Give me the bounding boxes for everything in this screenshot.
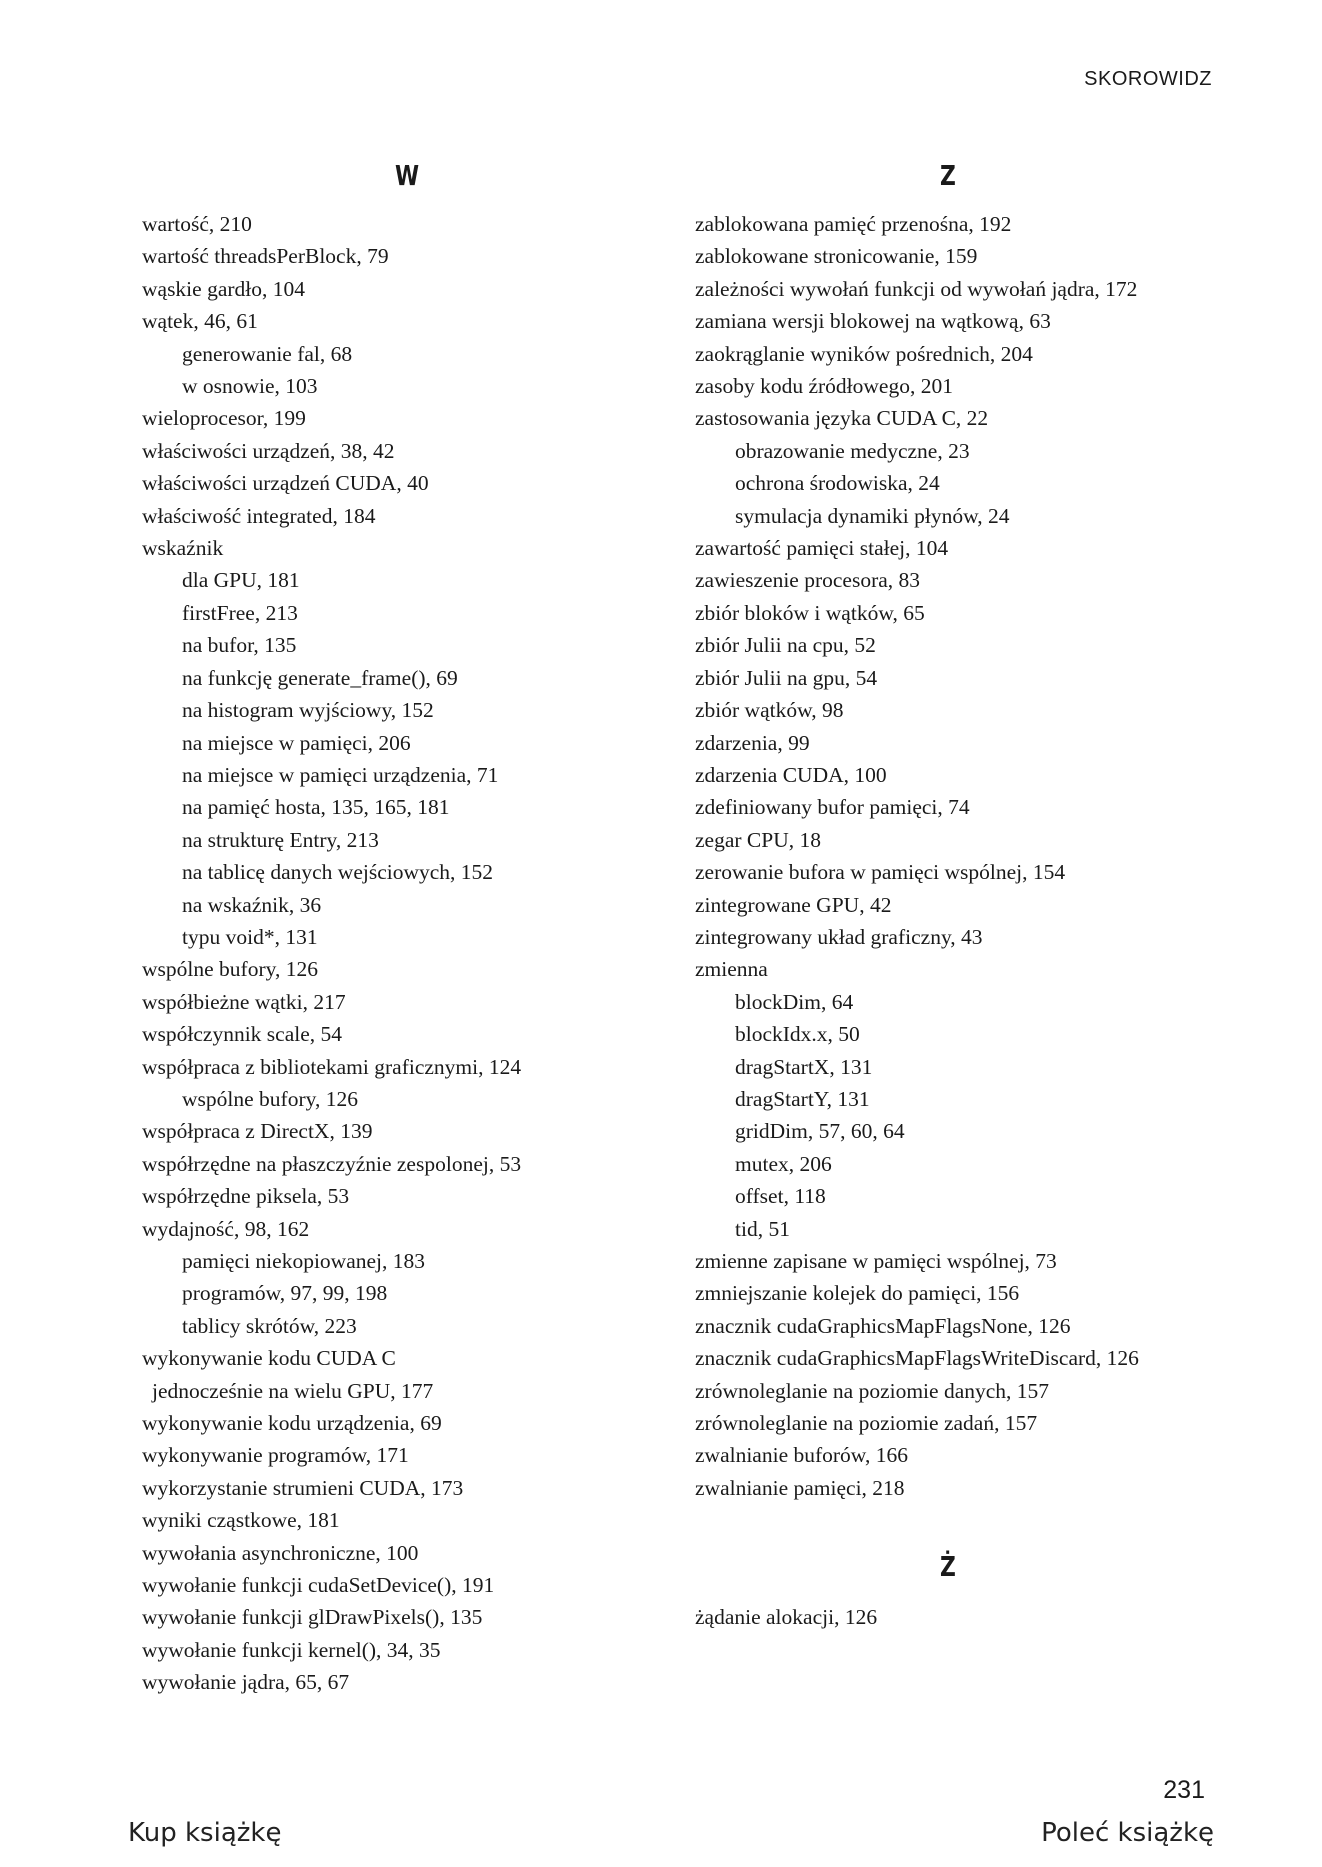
index-subentry: wspólne bufory, 126 — [182, 1086, 358, 1111]
index-list-z — [695, 208, 1235, 1504]
index-subentry: blockIdx.x, 50 — [735, 1022, 860, 1047]
index-entry: zaokrąglanie wyników pośrednich, 204 — [695, 341, 1033, 366]
index-entry: znacznik cudaGraphicsMapFlagsWriteDiscard, 126 — [695, 1346, 1139, 1371]
index-subentry: ochrona środowiska, 24 — [735, 471, 940, 496]
index-entry: zintegrowane GPU, 42 — [695, 892, 892, 917]
index-subentry: gridDim, 57, 60, 64 — [735, 1119, 905, 1144]
index-subentry: dragStartX, 131 — [735, 1054, 873, 1079]
index-subentry: blockDim, 64 — [735, 989, 854, 1014]
index-entry: zbiór wątków, 98 — [695, 698, 844, 723]
index-entry: zablokowana pamięć przenośna, 192 — [695, 212, 1012, 236]
index-entry: wątek, 46, 61 — [142, 309, 258, 334]
index-entry: współpraca z DirectX, 139 — [142, 1119, 373, 1144]
index-entry: zintegrowany układ graficzny, 43 — [695, 924, 983, 949]
index-subentry: symulacja dynamiki płynów, 24 — [735, 503, 1010, 528]
section-letter-w: W — [395, 159, 420, 192]
index-entry: zasoby kodu źródłowego, 201 — [695, 374, 953, 399]
index-subentry: na pamięć hosta, 135, 165, 181 — [182, 795, 450, 820]
index-subentry: na miejsce w pamięci, 206 — [182, 730, 411, 755]
index-entry: wskaźnik — [142, 536, 224, 561]
index-subentry: typu void*, 131 — [182, 924, 318, 949]
index-subentry: na wskaźnik, 36 — [182, 892, 322, 917]
index-entry: wydajność, 98, 162 — [142, 1216, 310, 1241]
index-entry: wykonywanie kodu urządzenia, 69 — [142, 1411, 442, 1436]
running-head: SKOROWIDZ — [1084, 68, 1212, 90]
index-entry: zmienne zapisane w pamięci wspólnej, 73 — [695, 1249, 1057, 1273]
index-entry: zbiór Julii na gpu, 54 — [695, 665, 878, 690]
index-entry: współbieżne wątki, 217 — [142, 989, 346, 1014]
index-subentry: firstFree, 213 — [182, 600, 298, 625]
index-entry: zamiana wersji blokowej na wątkową, 63 — [695, 309, 1051, 334]
page-number: 231 — [1163, 1776, 1205, 1804]
index-list-w — [142, 208, 682, 1699]
index-entry: wartość threadsPerBlock, 79 — [142, 244, 389, 269]
index-entry: wykorzystanie strumieni CUDA, 173 — [142, 1475, 464, 1500]
index-entry: zmniejszanie kolejek do pamięci, 156 — [695, 1281, 1020, 1306]
index-entry: żądanie alokacji, 126 — [695, 1605, 878, 1630]
index-entry: jednocześnie na wielu GPU, 177 — [152, 1378, 434, 1403]
index-entry: zrównoleglanie na poziomie zadań, 157 — [695, 1411, 1038, 1436]
index-entry: wywołanie funkcji glDrawPixels(), 135 — [142, 1605, 483, 1630]
index-subentry: offset, 118 — [735, 1184, 826, 1209]
index-subentry: dla GPU, 181 — [182, 568, 300, 593]
index-subentry: tablicy skrótów, 223 — [182, 1313, 357, 1338]
index-entry: zegar CPU, 18 — [695, 827, 821, 852]
index-entry: zbiór bloków i wątków, 65 — [695, 600, 925, 625]
index-subentry: tid, 51 — [735, 1216, 790, 1241]
index-entry: wywołanie funkcji cudaSetDevice(), 191 — [142, 1573, 495, 1598]
index-entry: zastosowania języka CUDA C, 22 — [695, 406, 989, 431]
index-entry: wykonywanie kodu CUDA C — [142, 1346, 396, 1371]
index-entry: zbiór Julii na cpu, 52 — [695, 633, 876, 658]
index-subentry: na funkcję generate_frame(), 69 — [182, 665, 458, 690]
index-list-z-dot — [695, 1601, 1235, 1633]
index-entry: wywołanie funkcji kernel(), 34, 35 — [142, 1637, 441, 1662]
index-entry: zwalnianie buforów, 166 — [695, 1443, 908, 1468]
index-subentry: na bufor, 135 — [182, 633, 297, 658]
index-entry: zależności wywołań funkcji od wywołań jądra, 172 — [695, 276, 1138, 301]
index-entry: zawartość pamięci stałej, 104 — [695, 536, 949, 561]
index-entry: zerowanie bufora w pamięci wspólnej, 154 — [695, 860, 1066, 885]
index-subentry: mutex, 206 — [735, 1151, 832, 1176]
index-entry: zablokowane stronicowanie, 159 — [695, 244, 978, 269]
index-entry: wykonywanie programów, 171 — [142, 1443, 409, 1468]
index-entry: współczynnik scale, 54 — [142, 1022, 343, 1047]
index-entry: zrównoleglanie na poziomie danych, 157 — [695, 1378, 1050, 1403]
index-entry: wyniki cząstkowe, 181 — [142, 1508, 340, 1533]
index-column-left — [142, 158, 682, 1699]
index-entry: wieloprocesor, 199 — [142, 406, 306, 431]
index-subentry: na strukturę Entry, 213 — [182, 827, 379, 852]
index-subentry: na tablicę danych wejściowych, 152 — [182, 860, 494, 885]
index-subentry: na histogram wyjściowy, 152 — [182, 698, 434, 723]
index-entry: współrzędne na płaszczyźnie zespolonej, 53 — [142, 1151, 522, 1176]
index-entry: znacznik cudaGraphicsMapFlagsNone, 126 — [695, 1313, 1071, 1338]
index-entry: wywołanie jądra, 65, 67 — [142, 1670, 350, 1695]
index-subentry: generowanie fal, 68 — [182, 341, 353, 366]
section-letter-z: Z — [940, 159, 956, 192]
index-entry: właściwości urządzeń, 38, 42 — [142, 438, 395, 463]
index-entry: zmienna — [695, 957, 768, 982]
section-letter-z-dot: Ż — [940, 1550, 956, 1584]
index-entry: zdarzenia CUDA, 100 — [695, 762, 887, 787]
index-entry: współpraca z bibliotekami graficznymi, 124 — [142, 1054, 522, 1079]
index-entry: wąskie gardło, 104 — [142, 276, 306, 301]
index-subentry: pamięci niekopiowanej, 183 — [182, 1249, 425, 1273]
index-subentry: w osnowie, 103 — [182, 374, 318, 399]
index-entry: wywołania asynchroniczne, 100 — [142, 1540, 419, 1565]
index-entry: właściwość integrated, 184 — [142, 503, 376, 528]
index-subentry: na miejsce w pamięci urządzenia, 71 — [182, 762, 499, 787]
index-subentry: dragStartY, 131 — [735, 1086, 870, 1111]
index-column-right — [695, 158, 1235, 1634]
index-entry: wartość, 210 — [142, 212, 252, 236]
index-entry: współrzędne piksela, 53 — [142, 1184, 350, 1209]
index-entry: zwalnianie pamięci, 218 — [695, 1475, 905, 1500]
index-subentry: obrazowanie medyczne, 23 — [735, 438, 970, 463]
recommend-book-link[interactable]: Poleć książkę — [1041, 1818, 1214, 1848]
index-entry: wspólne bufory, 126 — [142, 957, 318, 982]
index-subentry: programów, 97, 99, 198 — [182, 1281, 388, 1306]
buy-book-link[interactable]: Kup książkę — [128, 1818, 282, 1848]
index-entry: zawieszenie procesora, 83 — [695, 568, 921, 593]
index-entry: zdarzenia, 99 — [695, 730, 810, 755]
index-entry: zdefiniowany bufor pamięci, 74 — [695, 795, 970, 820]
index-entry: właściwości urządzeń CUDA, 40 — [142, 471, 429, 496]
